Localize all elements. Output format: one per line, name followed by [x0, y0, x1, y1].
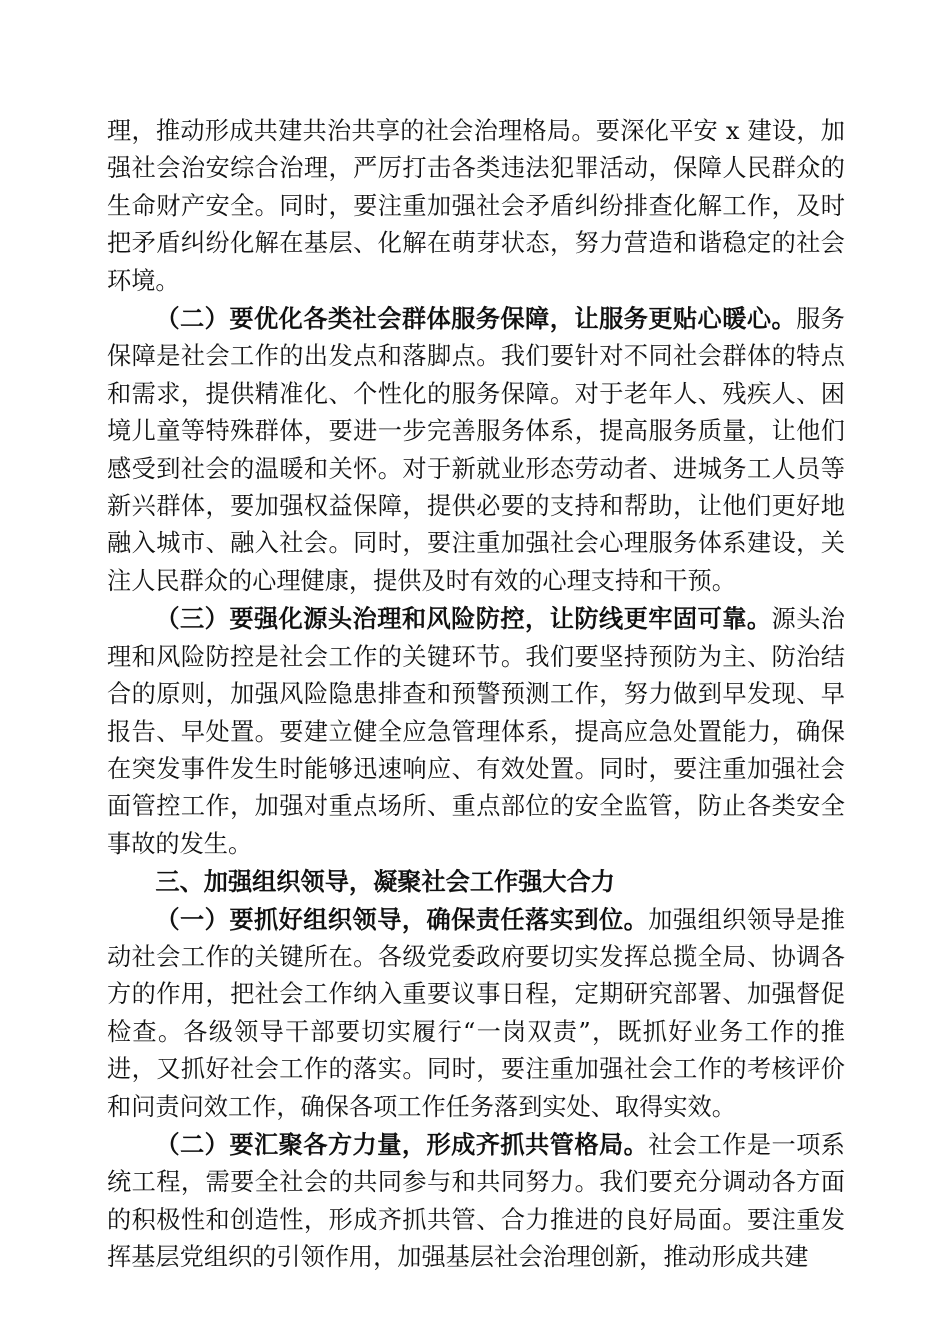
paragraph-risk-control	[107, 600, 845, 863]
paragraph-organization-leadership	[107, 901, 845, 1126]
document-page	[107, 113, 845, 1277]
paragraph-text: 社会工作是一项系统工程，需要全社会的共同参与和共同努力。我们要充分调动各方面的积极性和创造性，形成齐抓共管、合力推进的良好局面。要注重发挥基层党组织的引领作用，加强基层社会治理创新，推动形成共建	[107, 1130, 845, 1272]
paragraph-text: 理，推动形成共建共治共享的社会治理格局。要深化平安 x 建设，加强社会治安综合治理，严厉打击各类违法犯罪活动，保障人民群众的生命财产安全。同时，要注重加强社会矛盾纠纷排查化解工作，及时把矛盾纠纷化解在基层、化解在萌芽状态，努力营造和谐稳定的社会环境。	[107, 117, 845, 295]
paragraph-joint-forces	[107, 1126, 845, 1277]
paragraph-lead: （二）要汇聚各方力量，形成齐抓共管格局。	[155, 1129, 649, 1159]
paragraph-text: 服务保障是社会工作的出发点和落脚点。我们要针对不同社会群体的特点和需求，提供精准化、个性化的服务保障。对于老年人、残疾人、困境儿童等特殊群体，要进一步完善服务体系，提高服务质量，让他们感受到社会的温暖和关怀。对于新就业形态劳动者、进城务工人员等新兴群体，要加强权益保障，提供必要的支持和帮助，让他们更好地融入城市、融入社会。同时，要注重加强社会心理服务体系建设，关注人民群众的心理健康，提供及时有效的心理支持和干预。	[107, 305, 845, 595]
paragraph-service-guarantee	[107, 300, 845, 600]
paragraph-text: 源头治理和风险防控是社会工作的关键环节。我们要坚持预防为主、防治结合的原则，加强风险隐患排查和预警预测工作，努力做到早发现、早报告、早处置。要建立健全应急管理体系，提高应急处置能力，确保在突发事件发生时能够迅速响应、有效处置。同时，要注重加强社会面管控工作，加强对重点场所、重点部位的安全监管，防止各类安全事故的发生。	[107, 605, 845, 858]
section-heading: 三、加强组织领导，凝聚社会工作强大合力	[155, 867, 615, 897]
paragraph-lead: （二）要优化各类社会群体服务保障，让服务更贴心暖心。	[155, 304, 797, 334]
paragraph-continuation	[107, 113, 845, 300]
paragraph-lead: （三）要强化源头治理和风险防控，让防线更牢固可靠。	[155, 604, 772, 634]
paragraph-text: 加强组织领导是推动社会工作的关键所在。各级党委政府要切实发挥总揽全局、协调各方的作用，把社会工作纳入重要议事日程，定期研究部署、加强督促检查。各级领导干部要切实履行“一岗双责”，既抓好业务工作的推进，又抓好社会工作的落实。同时，要注重加强社会工作的考核评价和问责问效工作，确保各项工作任务落到实处、取得实效。	[107, 905, 845, 1121]
paragraph-lead: （一）要抓好组织领导，确保责任落实到位。	[155, 904, 649, 934]
